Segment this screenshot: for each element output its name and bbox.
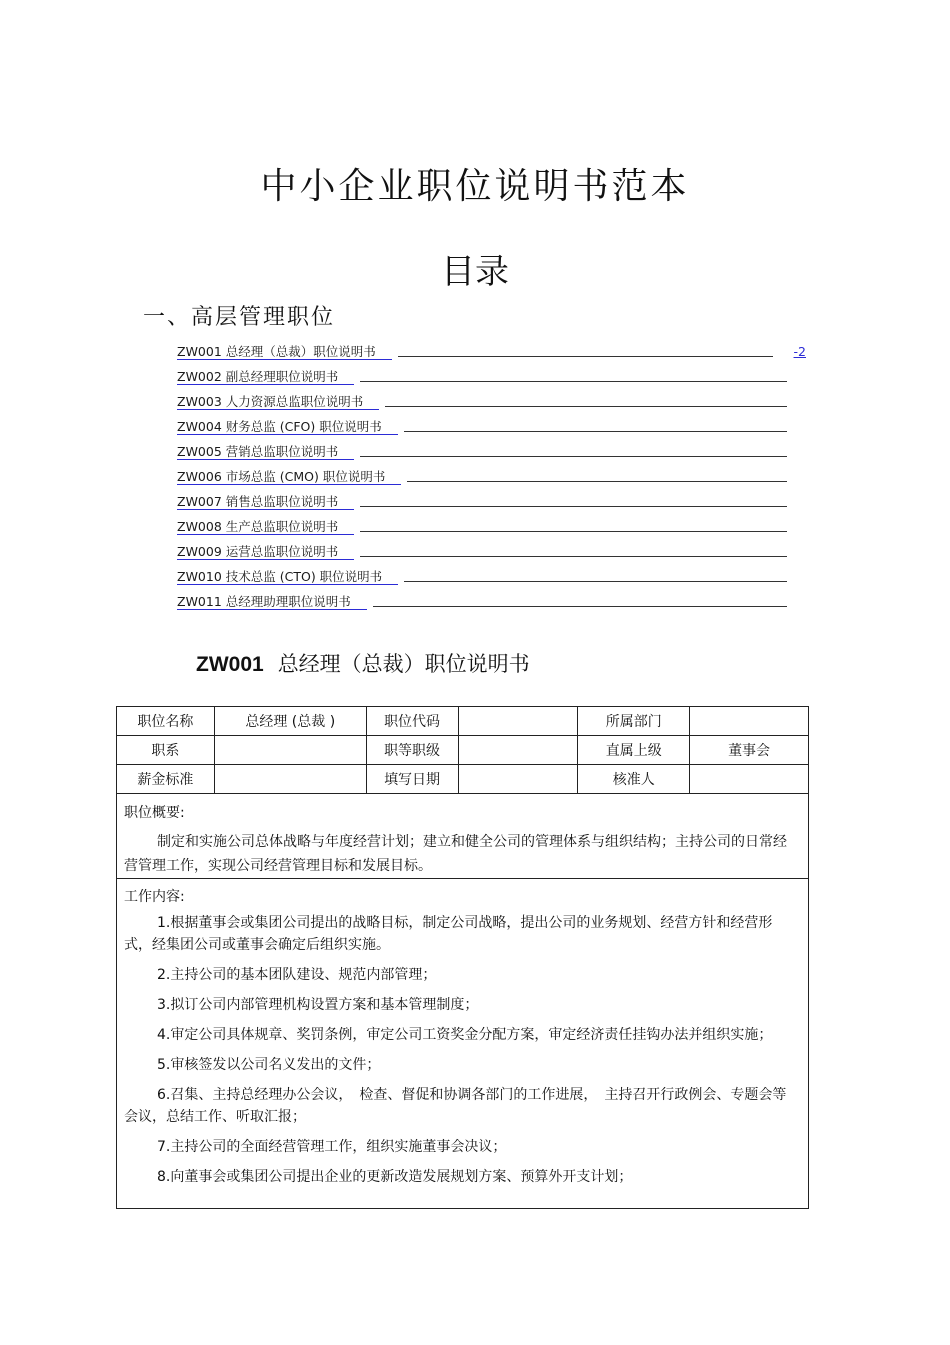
work-content-list [117, 912, 808, 1188]
toc-entry-label: 副总经理职位说明书 [225, 369, 339, 384]
toc-entry-label: 生产总监职位说明书 [225, 519, 339, 534]
field-value [690, 707, 809, 736]
toc-entry-code: ZW002 [177, 369, 222, 384]
toc-entry-code: ZW010 [177, 569, 222, 584]
job-summary-label: 职位概要: [124, 805, 185, 821]
list-item: 8.向董事会或集团公司提出企业的更新改造发展规划方案、预算外开支计划； [157, 1169, 633, 1185]
toc-entry-code: ZW006 [177, 469, 222, 484]
toc-leader-line [373, 606, 787, 607]
list-item: 6.召集、主持总经理办公会议， 检查、督促和协调各部门的工作进展， 主持召开行政例会、专题会等会议，总结工作、听取汇报； [124, 1087, 787, 1125]
toc-entry-code: ZW011 [177, 594, 222, 609]
job-info-table [116, 706, 809, 794]
toc-entry[interactable] [177, 518, 817, 543]
work-content-box [116, 878, 809, 1209]
toc-entry[interactable] [177, 593, 817, 618]
toc-entry[interactable] [177, 443, 817, 468]
list-item: 5.审核签发以公司名义发出的文件； [157, 1057, 381, 1073]
toc-link[interactable] [177, 444, 354, 460]
job-title-text: 总经理（总裁）职位说明书 [277, 652, 530, 676]
toc-title: 目录 [441, 252, 509, 292]
field-value [458, 707, 578, 736]
toc-link[interactable] [177, 469, 401, 485]
toc-link[interactable] [177, 394, 379, 410]
field-label: 核准人 [578, 765, 690, 794]
toc-entry[interactable] [177, 468, 817, 493]
field-label: 职位代码 [366, 707, 458, 736]
toc-entry-label: 营销总监职位说明书 [225, 444, 339, 459]
toc-entry[interactable] [177, 368, 817, 393]
toc-link[interactable] [177, 369, 354, 385]
toc-link[interactable] [177, 544, 354, 560]
table-row [117, 765, 809, 794]
field-value [214, 736, 366, 765]
toc-page-number[interactable]: -2 [793, 344, 806, 359]
list-item: 1.根据董事会或集团公司提出的战略目标，制定公司战略，提出公司的业务规划、经营方针和经营形式，经集团公司或董事会确定后组织实施。 [124, 915, 773, 953]
field-label: 填写日期 [366, 765, 458, 794]
toc-entry-label: 总经理助理职位说明书 [225, 594, 351, 609]
toc-entry-code: ZW001 [177, 344, 222, 359]
toc-leader-line [360, 381, 787, 382]
toc-entry-code: ZW004 [177, 419, 222, 434]
table-of-contents [177, 343, 817, 618]
field-label: 所属部门 [578, 707, 690, 736]
toc-leader-line [407, 481, 787, 482]
toc-entry[interactable] [177, 343, 817, 368]
field-value: 董事会 [690, 736, 809, 765]
toc-entry[interactable] [177, 493, 817, 518]
toc-link[interactable] [177, 594, 367, 610]
job-title [196, 648, 530, 678]
toc-entry[interactable] [177, 568, 817, 593]
list-item: 7.主持公司的全面经营管理工作，组织实施董事会决议； [157, 1139, 507, 1155]
toc-entry-code: ZW009 [177, 544, 222, 559]
toc-leader-line [404, 431, 787, 432]
toc-link[interactable] [177, 344, 392, 360]
field-label: 职等职级 [366, 736, 458, 765]
table-row [117, 707, 809, 736]
list-item: 4.审定公司具体规章、奖罚条例，审定公司工资奖金分配方案，审定经济责任挂钩办法并组织实施； [157, 1027, 773, 1043]
toc-leader-line [360, 506, 787, 507]
field-value: 总经理 (总裁 ) [214, 707, 366, 736]
toc-link[interactable] [177, 569, 398, 585]
toc-link[interactable] [177, 494, 354, 510]
toc-leader-line [360, 556, 787, 557]
toc-entry-label: 总经理（总裁）职位说明书 [225, 344, 376, 359]
table-row [117, 736, 809, 765]
field-value [458, 765, 578, 794]
toc-entry[interactable] [177, 393, 817, 418]
work-content-label: 工作内容: [124, 889, 185, 905]
section-heading: 一、高层管理职位 [143, 305, 336, 330]
toc-entry-label: 销售总监职位说明书 [225, 494, 339, 509]
field-value [458, 736, 578, 765]
toc-entry-label: 技术总监 (CTO) 职位说明书 [225, 569, 383, 584]
toc-leader-line [404, 581, 787, 582]
field-value [214, 765, 366, 794]
document-title: 中小企业职位说明书范本 [260, 166, 690, 207]
field-label: 职系 [117, 736, 215, 765]
toc-leader-line [360, 456, 787, 457]
job-code: ZW001 [196, 653, 264, 676]
field-label: 直属上级 [578, 736, 690, 765]
list-item: 2.主持公司的基本团队建设、规范内部管理； [157, 967, 437, 983]
toc-entry-code: ZW007 [177, 494, 222, 509]
toc-entry-label: 运营总监职位说明书 [225, 544, 339, 559]
toc-entry[interactable] [177, 543, 817, 568]
field-value [690, 765, 809, 794]
toc-link[interactable] [177, 419, 398, 435]
toc-entry-code: ZW008 [177, 519, 222, 534]
toc-entry-code: ZW003 [177, 394, 222, 409]
toc-entry-label: 市场总监 (CMO) 职位说明书 [225, 469, 386, 484]
toc-entry-label: 财务总监 (CFO) 职位说明书 [225, 419, 382, 434]
toc-leader-line [398, 356, 773, 357]
toc-entry-code: ZW005 [177, 444, 222, 459]
toc-leader-line [385, 406, 787, 407]
toc-entry-label: 人力资源总监职位说明书 [225, 394, 364, 409]
job-summary-box [116, 794, 809, 879]
job-summary-text: 制定和实施公司总体战略与年度经营计划；建立和健全公司的管理体系与组织结构；主持公司的日常经营管理工作，实现公司经营管理目标和发展目标。 [124, 834, 787, 874]
field-label: 职位名称 [117, 707, 215, 736]
list-item: 3.拟订公司内部管理机构设置方案和基本管理制度； [157, 997, 479, 1013]
toc-entry[interactable] [177, 418, 817, 443]
field-label: 薪金标准 [117, 765, 215, 794]
toc-link[interactable] [177, 519, 354, 535]
toc-leader-line [360, 531, 787, 532]
